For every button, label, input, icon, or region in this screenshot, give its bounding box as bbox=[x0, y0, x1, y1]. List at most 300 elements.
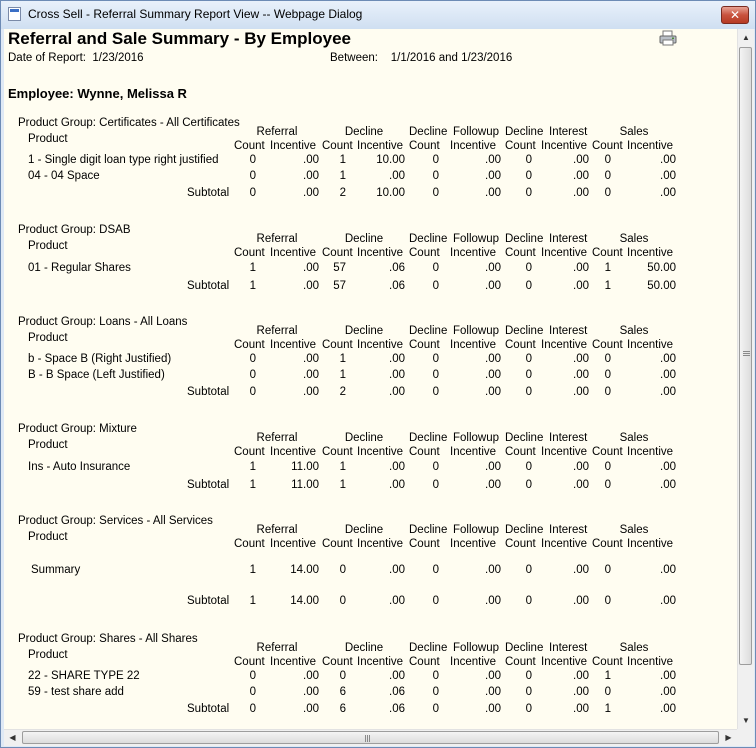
header-decline-interest-1: Decline bbox=[505, 126, 544, 138]
value-sc: 1 bbox=[604, 670, 611, 682]
header-count: Count bbox=[592, 140, 623, 152]
subtotal-dii: .00 bbox=[573, 386, 589, 398]
subtotal-dfc: 0 bbox=[432, 479, 439, 491]
value-dii: .00 bbox=[573, 670, 589, 682]
header-count: Count bbox=[322, 140, 353, 152]
date-label: Date of Report: bbox=[8, 52, 86, 64]
header-decline-interest-2: Interest bbox=[549, 325, 588, 337]
header-incentive: Incentive bbox=[541, 538, 588, 550]
subtotal-label: Subtotal bbox=[187, 703, 230, 715]
header-incentive: Incentive bbox=[541, 247, 588, 259]
value-dfc: 0 bbox=[432, 262, 439, 274]
value-dic: 0 bbox=[525, 170, 532, 182]
header-incentive: Incentive bbox=[541, 446, 588, 458]
value-sc: 0 bbox=[604, 564, 611, 576]
header-count: Count bbox=[592, 656, 623, 668]
value-sc: 0 bbox=[604, 353, 611, 365]
header-count: Count bbox=[234, 339, 265, 351]
value-dfi: .00 bbox=[485, 369, 501, 381]
value-sc: 0 bbox=[604, 686, 611, 698]
value-dfi: .00 bbox=[485, 154, 501, 166]
value-di: .00 bbox=[389, 353, 405, 365]
header-decline-followup-1: Decline bbox=[409, 325, 448, 337]
value-dfc: 0 bbox=[432, 564, 439, 576]
value-di: .00 bbox=[389, 369, 405, 381]
header-decline: Decline bbox=[344, 642, 384, 654]
header-incentive: Incentive bbox=[541, 656, 588, 668]
header-count: Count bbox=[322, 656, 353, 668]
header-incentive: Incentive bbox=[627, 446, 674, 458]
header-decline-followup-2: Followup bbox=[453, 432, 500, 444]
header-decline-interest-2: Interest bbox=[549, 432, 588, 444]
value-rc: 0 bbox=[249, 369, 256, 381]
value-ri: .00 bbox=[303, 670, 319, 682]
value-si: .00 bbox=[660, 170, 676, 182]
header-incentive: Incentive bbox=[450, 140, 497, 152]
group-title: Product Group: Shares - All Shares bbox=[18, 633, 198, 645]
value-ri: .00 bbox=[303, 170, 319, 182]
header-count: Count bbox=[234, 247, 265, 259]
group-title: Product Group: Services - All Services bbox=[18, 515, 213, 527]
value-di: .00 bbox=[389, 564, 405, 576]
product-name: 22 - SHARE TYPE 22 bbox=[28, 670, 140, 682]
header-sales: Sales bbox=[619, 233, 649, 245]
horizontal-scrollbar[interactable] bbox=[4, 729, 737, 746]
product-name: 04 - 04 Space bbox=[28, 170, 100, 182]
header-decline: Decline bbox=[344, 126, 384, 138]
vertical-scroll-thumb[interactable] bbox=[739, 47, 752, 665]
header-referral: Referral bbox=[256, 126, 298, 138]
header-sales: Sales bbox=[619, 432, 649, 444]
subtotal-rc: 0 bbox=[249, 703, 256, 715]
subtotal-sc: 0 bbox=[604, 479, 611, 491]
product-name: Ins - Auto Insurance bbox=[28, 461, 131, 473]
header-incentive: Incentive bbox=[270, 538, 317, 550]
header-decline-interest-1: Decline bbox=[505, 233, 544, 245]
subtotal-dic: 0 bbox=[525, 479, 532, 491]
header-sales: Sales bbox=[619, 524, 649, 536]
value-dc: 0 bbox=[339, 670, 346, 682]
subtotal-di: 10.00 bbox=[376, 187, 405, 199]
value-ri: .00 bbox=[303, 262, 319, 274]
header-product: Product bbox=[28, 133, 68, 145]
header-incentive: Incentive bbox=[627, 538, 674, 550]
header-product: Product bbox=[28, 531, 68, 543]
product-name: 59 - test share add bbox=[28, 686, 124, 698]
header-decline-interest-1: Decline bbox=[505, 524, 544, 536]
header-count: Count bbox=[592, 247, 623, 259]
subtotal-ri: .00 bbox=[303, 280, 319, 292]
header-decline: Decline bbox=[344, 524, 384, 536]
report-content bbox=[4, 29, 737, 729]
subtotal-dfi: .00 bbox=[485, 280, 501, 292]
employee-heading: Employee: Wynne, Melissa R bbox=[8, 86, 187, 101]
header-count: Count bbox=[505, 446, 536, 458]
between-range bbox=[330, 52, 512, 64]
header-decline-followup-2: Followup bbox=[453, 524, 500, 536]
subtotal-rc: 1 bbox=[249, 280, 256, 292]
subtotal-label: Subtotal bbox=[187, 187, 230, 199]
product-name: b - Space B (Right Justified) bbox=[28, 353, 172, 365]
header-incentive: Incentive bbox=[450, 339, 497, 351]
header-decline-followup-1: Decline bbox=[409, 233, 448, 245]
header-incentive: Incentive bbox=[541, 140, 588, 152]
value-dfc: 0 bbox=[432, 670, 439, 682]
subtotal-dc: 0 bbox=[339, 595, 346, 607]
value-dc: 1 bbox=[339, 170, 346, 182]
header-count: Count bbox=[505, 247, 536, 259]
group-title: Product Group: Mixture bbox=[18, 423, 137, 435]
subtotal-si: .00 bbox=[660, 479, 676, 491]
subtotal-dfc: 0 bbox=[432, 386, 439, 398]
value-dfi: .00 bbox=[485, 170, 501, 182]
title-bar[interactable] bbox=[1, 1, 755, 29]
header-sales: Sales bbox=[619, 325, 649, 337]
value-dii: .00 bbox=[573, 686, 589, 698]
value-di: .00 bbox=[389, 461, 405, 473]
product-name: 01 - Regular Shares bbox=[28, 262, 131, 274]
header-count: Count bbox=[409, 140, 440, 152]
subtotal-dii: .00 bbox=[573, 703, 589, 715]
header-incentive: Incentive bbox=[270, 140, 317, 152]
header-count: Count bbox=[234, 140, 265, 152]
value-di: 10.00 bbox=[376, 154, 405, 166]
header-sales: Sales bbox=[619, 126, 649, 138]
header-count: Count bbox=[592, 446, 623, 458]
header-decline: Decline bbox=[344, 233, 384, 245]
value-si: 50.00 bbox=[647, 262, 676, 274]
subtotal-dic: 0 bbox=[525, 386, 532, 398]
value-di: .00 bbox=[389, 670, 405, 682]
subtotal-dic: 0 bbox=[525, 280, 532, 292]
header-count: Count bbox=[234, 656, 265, 668]
value-si: .00 bbox=[660, 564, 676, 576]
subtotal-ri: 11.00 bbox=[291, 479, 319, 491]
vertical-scrollbar[interactable] bbox=[737, 29, 754, 729]
header-incentive: Incentive bbox=[627, 656, 674, 668]
subtotal-dic: 0 bbox=[525, 187, 532, 199]
header-incentive: Incentive bbox=[270, 446, 317, 458]
header-decline-followup-1: Decline bbox=[409, 642, 448, 654]
product-name: B - B Space (Left Justified) bbox=[28, 369, 165, 381]
subtotal-label: Subtotal bbox=[187, 386, 230, 398]
header-incentive: Incentive bbox=[627, 339, 674, 351]
header-count: Count bbox=[505, 339, 536, 351]
header-product: Product bbox=[28, 240, 68, 252]
header-incentive: Incentive bbox=[270, 339, 317, 351]
header-decline-followup-2: Followup bbox=[453, 325, 500, 337]
value-sc: 1 bbox=[604, 262, 611, 274]
value-rc: 0 bbox=[249, 670, 256, 682]
group-title: Product Group: Loans - All Loans bbox=[18, 316, 188, 328]
value-dfc: 0 bbox=[432, 170, 439, 182]
group-title: Product Group: Certificates - All Certificates bbox=[18, 117, 240, 129]
subtotal-label: Subtotal bbox=[187, 595, 230, 607]
value-dii: .00 bbox=[573, 170, 589, 182]
subtotal-dfi: .00 bbox=[485, 386, 501, 398]
header-product: Product bbox=[28, 649, 68, 661]
subtotal-sc: 0 bbox=[604, 595, 611, 607]
header-incentive: Incentive bbox=[541, 339, 588, 351]
subtotal-dc: 1 bbox=[339, 479, 346, 491]
value-di: .06 bbox=[389, 686, 405, 698]
header-referral: Referral bbox=[256, 642, 298, 654]
header-incentive: Incentive bbox=[450, 446, 497, 458]
print-icon[interactable] bbox=[659, 30, 677, 46]
header-decline-interest-1: Decline bbox=[505, 642, 544, 654]
value-rc: 0 bbox=[249, 170, 256, 182]
product-name: 1 - Single digit loan type right justified bbox=[28, 154, 219, 166]
value-ri: .00 bbox=[303, 353, 319, 365]
value-ri: 14.00 bbox=[290, 564, 319, 576]
subtotal-di: .00 bbox=[389, 479, 405, 491]
value-rc: 1 bbox=[249, 262, 256, 274]
header-referral: Referral bbox=[256, 233, 298, 245]
header-product: Product bbox=[28, 439, 68, 451]
header-decline: Decline bbox=[344, 432, 384, 444]
subtotal-sc: 0 bbox=[604, 187, 611, 199]
value-dfc: 0 bbox=[432, 353, 439, 365]
header-product: Product bbox=[28, 332, 68, 344]
close-button[interactable]: ✕ bbox=[721, 6, 749, 24]
value-dii: .00 bbox=[573, 154, 589, 166]
horizontal-scroll-thumb[interactable] bbox=[22, 731, 719, 744]
header-decline-followup-2: Followup bbox=[453, 233, 500, 245]
value-dii: .00 bbox=[573, 564, 589, 576]
value-sc: 0 bbox=[604, 170, 611, 182]
subtotal-dii: .00 bbox=[573, 187, 589, 199]
header-count: Count bbox=[505, 656, 536, 668]
value-dfi: .00 bbox=[485, 564, 501, 576]
value-dfi: .00 bbox=[485, 670, 501, 682]
value-dfi: .00 bbox=[485, 686, 501, 698]
header-count: Count bbox=[505, 140, 536, 152]
value-dfi: .00 bbox=[485, 353, 501, 365]
value-si: .00 bbox=[660, 686, 676, 698]
subtotal-ri: .00 bbox=[303, 703, 319, 715]
value-dc: 57 bbox=[333, 262, 346, 274]
subtotal-dfi: .00 bbox=[485, 479, 501, 491]
subtotal-di: .06 bbox=[389, 703, 405, 715]
value-ri: .00 bbox=[303, 369, 319, 381]
subtotal-di: .06 bbox=[389, 280, 405, 292]
header-decline-interest-1: Decline bbox=[505, 325, 544, 337]
header-referral: Referral bbox=[256, 325, 298, 337]
value-dfc: 0 bbox=[432, 154, 439, 166]
product-name: Summary bbox=[31, 564, 81, 576]
subtotal-ri: 14.00 bbox=[290, 595, 319, 607]
value-si: .00 bbox=[660, 353, 676, 365]
header-count: Count bbox=[234, 446, 265, 458]
window-icon bbox=[8, 7, 21, 21]
subtotal-rc: 1 bbox=[249, 479, 256, 491]
group-title: Product Group: DSAB bbox=[18, 224, 131, 236]
subtotal-dfc: 0 bbox=[432, 187, 439, 199]
subtotal-rc: 1 bbox=[249, 595, 256, 607]
subtotal-rc: 0 bbox=[249, 187, 256, 199]
header-count: Count bbox=[592, 538, 623, 550]
window-title: Cross Sell - Referral Summary Report View -- Webpage Dialog bbox=[28, 7, 363, 21]
scrollbar-corner bbox=[737, 729, 754, 746]
value-si: .00 bbox=[660, 670, 676, 682]
value-rc: 0 bbox=[249, 353, 256, 365]
header-count: Count bbox=[409, 446, 440, 458]
value-dc: 1 bbox=[339, 353, 346, 365]
header-decline-followup-1: Decline bbox=[409, 524, 448, 536]
header-count: Count bbox=[322, 247, 353, 259]
subtotal-sc: 1 bbox=[604, 703, 611, 715]
value-dfc: 0 bbox=[432, 461, 439, 473]
value-sc: 0 bbox=[604, 154, 611, 166]
between-label: Between: bbox=[330, 52, 378, 64]
subtotal-si: .00 bbox=[660, 595, 676, 607]
header-decline-interest-2: Interest bbox=[549, 126, 588, 138]
header-incentive: Incentive bbox=[357, 446, 404, 458]
subtotal-dfc: 0 bbox=[432, 703, 439, 715]
subtotal-dfi: .00 bbox=[485, 703, 501, 715]
header-count: Count bbox=[409, 538, 440, 550]
subtotal-dc: 6 bbox=[339, 703, 346, 715]
subtotal-dfi: .00 bbox=[485, 595, 501, 607]
value-ri: .00 bbox=[303, 686, 319, 698]
subtotal-dii: .00 bbox=[573, 479, 589, 491]
scroll-down-icon[interactable]: ▼ bbox=[742, 716, 750, 725]
subtotal-sc: 0 bbox=[604, 386, 611, 398]
header-count: Count bbox=[505, 538, 536, 550]
value-dfi: .00 bbox=[485, 262, 501, 274]
value-dii: .00 bbox=[573, 353, 589, 365]
subtotal-label: Subtotal bbox=[187, 479, 230, 491]
header-incentive: Incentive bbox=[357, 656, 404, 668]
value-si: .00 bbox=[660, 369, 676, 381]
value-dc: 1 bbox=[339, 154, 346, 166]
date-of-report bbox=[8, 52, 144, 64]
header-incentive: Incentive bbox=[270, 656, 317, 668]
header-decline: Decline bbox=[344, 325, 384, 337]
header-decline-interest-2: Interest bbox=[549, 524, 588, 536]
header-count: Count bbox=[409, 339, 440, 351]
value-dc: 1 bbox=[339, 461, 346, 473]
header-incentive: Incentive bbox=[357, 339, 404, 351]
scroll-right-icon[interactable]: ▶ bbox=[725, 733, 732, 742]
value-dic: 0 bbox=[525, 564, 532, 576]
value-ri: 11.00 bbox=[291, 461, 319, 473]
value-dic: 0 bbox=[525, 353, 532, 365]
value-rc: 0 bbox=[249, 686, 256, 698]
subtotal-sc: 1 bbox=[604, 280, 611, 292]
header-count: Count bbox=[409, 656, 440, 668]
scroll-up-icon[interactable]: ▲ bbox=[742, 33, 750, 42]
subtotal-dc: 2 bbox=[339, 386, 346, 398]
header-incentive: Incentive bbox=[450, 247, 497, 259]
value-sc: 0 bbox=[604, 461, 611, 473]
subtotal-dii: .00 bbox=[573, 595, 589, 607]
header-incentive: Incentive bbox=[357, 538, 404, 550]
value-sc: 0 bbox=[604, 369, 611, 381]
value-dfc: 0 bbox=[432, 686, 439, 698]
value-si: .00 bbox=[660, 154, 676, 166]
date-value: 1/23/2016 bbox=[92, 52, 144, 64]
header-incentive: Incentive bbox=[450, 538, 497, 550]
subtotal-dii: .00 bbox=[573, 280, 589, 292]
value-di: .00 bbox=[389, 170, 405, 182]
subtotal-dfi: .00 bbox=[485, 187, 501, 199]
header-incentive: Incentive bbox=[627, 247, 674, 259]
header-decline-followup-2: Followup bbox=[453, 642, 500, 654]
header-incentive: Incentive bbox=[450, 656, 497, 668]
value-dc: 6 bbox=[339, 686, 346, 698]
subtotal-dic: 0 bbox=[525, 595, 532, 607]
value-ri: .00 bbox=[303, 154, 319, 166]
subtotal-dc: 2 bbox=[339, 187, 346, 199]
header-decline-interest-2: Interest bbox=[549, 642, 588, 654]
header-decline-followup-1: Decline bbox=[409, 432, 448, 444]
header-count: Count bbox=[322, 538, 353, 550]
subtotal-di: .00 bbox=[389, 386, 405, 398]
subtotal-si: .00 bbox=[660, 703, 676, 715]
header-count: Count bbox=[322, 339, 353, 351]
header-sales: Sales bbox=[619, 642, 649, 654]
header-incentive: Incentive bbox=[627, 140, 674, 152]
value-dc: 1 bbox=[339, 369, 346, 381]
value-dic: 0 bbox=[525, 461, 532, 473]
value-si: .00 bbox=[660, 461, 676, 473]
subtotal-ri: .00 bbox=[303, 386, 319, 398]
header-decline-interest-2: Interest bbox=[549, 233, 588, 245]
subtotal-dfc: 0 bbox=[432, 280, 439, 292]
subtotal-dc: 57 bbox=[333, 280, 346, 292]
subtotal-di: .00 bbox=[389, 595, 405, 607]
value-dii: .00 bbox=[573, 369, 589, 381]
value-dic: 0 bbox=[525, 369, 532, 381]
subtotal-dfc: 0 bbox=[432, 595, 439, 607]
value-dic: 0 bbox=[525, 686, 532, 698]
header-referral: Referral bbox=[256, 524, 298, 536]
subtotal-label: Subtotal bbox=[187, 280, 230, 292]
value-dii: .00 bbox=[573, 262, 589, 274]
header-referral: Referral bbox=[256, 432, 298, 444]
header-decline-followup-2: Followup bbox=[453, 126, 500, 138]
subtotal-si: .00 bbox=[660, 187, 676, 199]
header-incentive: Incentive bbox=[270, 247, 317, 259]
scroll-left-icon[interactable]: ◀ bbox=[9, 733, 16, 742]
subtotal-si: 50.00 bbox=[647, 280, 676, 292]
value-dfc: 0 bbox=[432, 369, 439, 381]
value-dic: 0 bbox=[525, 154, 532, 166]
value-rc: 1 bbox=[249, 461, 256, 473]
report-title: Referral and Sale Summary - By Employee bbox=[8, 29, 351, 48]
between-value: 1/1/2016 and 1/23/2016 bbox=[390, 52, 513, 64]
subtotal-si: .00 bbox=[660, 386, 676, 398]
value-dic: 0 bbox=[525, 262, 532, 274]
value-di: .06 bbox=[389, 262, 405, 274]
header-count: Count bbox=[409, 247, 440, 259]
header-decline-followup-1: Decline bbox=[409, 126, 448, 138]
value-dic: 0 bbox=[525, 670, 532, 682]
subtotal-dic: 0 bbox=[525, 703, 532, 715]
value-dii: .00 bbox=[573, 461, 589, 473]
value-dfi: .00 bbox=[485, 461, 501, 473]
value-dc: 0 bbox=[339, 564, 346, 576]
header-incentive: Incentive bbox=[357, 247, 404, 259]
header-decline-interest-1: Decline bbox=[505, 432, 544, 444]
value-rc: 0 bbox=[249, 154, 256, 166]
value-rc: 1 bbox=[249, 564, 256, 576]
header-count: Count bbox=[322, 446, 353, 458]
header-incentive: Incentive bbox=[357, 140, 404, 152]
header-count: Count bbox=[234, 538, 265, 550]
subtotal-rc: 0 bbox=[249, 386, 256, 398]
